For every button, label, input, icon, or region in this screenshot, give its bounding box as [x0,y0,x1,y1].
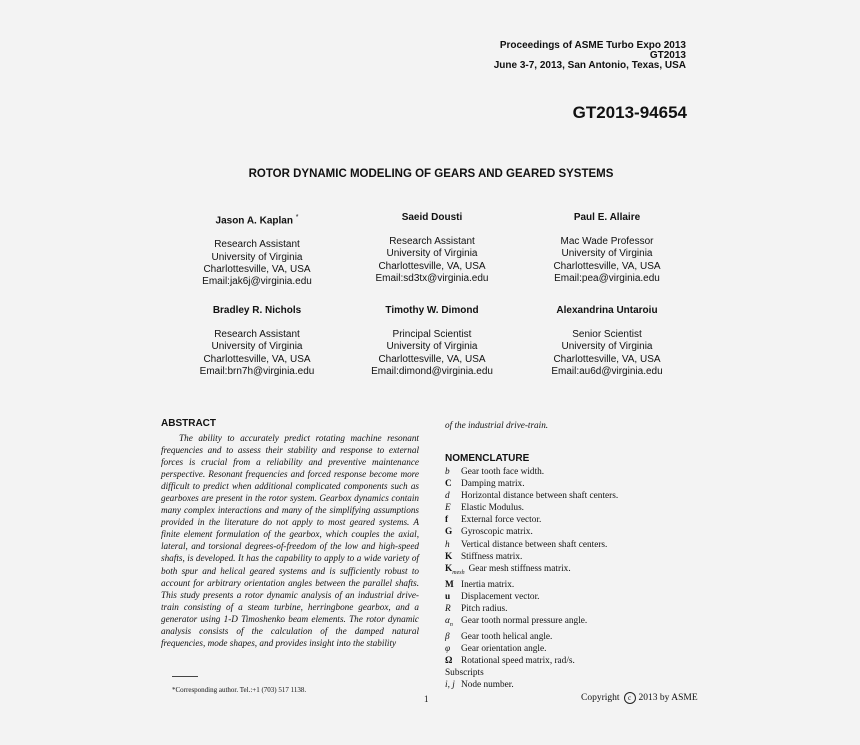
nomenclature-item [445,539,618,551]
author-location: Charlottesville, VA, USA [553,260,661,272]
copyright-year-owner: 2013 by ASME [638,693,698,704]
nomenclature-item [445,655,618,667]
proceedings-title: Proceedings of ASME Turbo Expo 2013 [499,40,686,51]
footnote-rule [172,676,198,677]
nomenclature-description: Inertia matrix. [461,579,515,590]
nomenclature-list [445,466,618,691]
nomenclature-symbol: b [445,467,450,477]
author-name: Timothy W. Dimond [385,305,479,316]
nomenclature-item [445,526,618,538]
nomenclature-item [445,466,618,478]
author-institution: University of Virginia [386,248,478,260]
nomenclature-description: Rotational speed matrix, rad/s. [461,656,575,667]
nomenclature-item [445,643,618,655]
author-location: Charlottesville, VA, USA [378,260,486,272]
nomenclature-description: Gyroscopic matrix. [461,527,533,538]
conference-code: GT2013 [649,50,686,61]
author-location: Charlottesville, VA, USA [553,353,661,365]
nomenclature-description: Displacement vector. [461,591,540,602]
nomenclature-description: Pitch radius. [461,603,508,614]
subscript-item [445,679,618,691]
nomenclature-subscript: n [449,621,453,628]
author-position: Research Assistant [214,239,300,251]
nomenclature-symbol: f [445,515,449,526]
author-position: Research Assistant [214,329,300,340]
nomenclature-symbol: C [445,479,452,490]
nomenclature-description: Vertical distance between shaft centers. [461,539,608,550]
nomenclature-symbol: $K_{mesh}$ [445,563,465,576]
author-name: Saeid Dousti [401,212,463,223]
nomenclature-item [445,490,618,502]
paper-title: ROTOR DYNAMIC MODELING OF GEARS AND GEARED SYSTEMS [248,168,614,180]
author-name: Alexandrina Untaroiu [556,305,658,316]
nomenclature-item [445,603,618,615]
nomenclature-description: Elastic Modulus. [461,503,525,514]
nomenclature-heading: NOMENCLATURE [445,453,530,464]
author-name: Bradley R. Nichols [212,305,302,316]
nomenclature-symbol: R [445,603,451,614]
copyright-icon: c [624,692,636,704]
author-location: Charlottesville, VA, USA [378,353,486,365]
nomenclature-description: Node number. [461,680,514,691]
nomenclature-description: Horizontal distance between shaft centers. [461,491,619,502]
author-position: Principal Scientist [392,329,472,340]
author-email: Email:sd3tx@virginia.edu [375,272,489,284]
author-name: Paul E. Allaire [573,212,641,223]
author-email: Email:brn7h@virginia.edu [199,365,315,377]
author-institution: University of Virginia [561,341,653,353]
nomenclature-symbol: K [445,551,453,562]
nomenclature-symbol: $\alpha_n$ [445,615,453,628]
nomenclature-item [445,591,618,603]
nomenclature-description: Gear orientation angle. [461,644,547,655]
conference-date-location: June 3-7, 2013, San Antonio, Texas, USA [493,60,686,71]
author-institution: University of Virginia [386,341,478,353]
nomenclature-symbol: M [445,579,454,590]
nomenclature-item [445,579,618,591]
nomenclature-symbol: Ω [445,656,453,667]
author-email: Email:dimond@virginia.edu [371,365,493,377]
nomenclature-symbol: φ [445,644,451,655]
nomenclature-symbol: β [445,631,450,642]
nomenclature-symbol: u [445,591,451,602]
nomenclature-description: Gear mesh stiffness matrix. [468,563,571,574]
nomenclature-symbol: E [445,503,451,514]
author-block [517,212,697,285]
footnote: *Corresponding author. Tel.:+1 (703) 517 1138. [172,686,307,694]
author-location: Charlottesville, VA, USA [203,263,311,275]
corresponding-mark: * [295,214,299,221]
author-block [342,305,522,378]
author-email: Email:au6d@virginia.edu [551,365,663,377]
nomenclature-description: Gear tooth helical angle. [461,631,553,642]
author-institution: University of Virginia [211,251,303,263]
author-institution: University of Virginia [561,248,653,260]
nomenclature-description: Gear tooth normal pressure angle. [461,615,588,626]
author-position: Senior Scientist [572,329,642,340]
author-block [517,305,697,378]
author-name: Jason A. Kaplan * [215,214,299,227]
author-block [342,212,522,285]
abstract-continuation: of the industrial drive-train. [445,420,549,430]
nomenclature-description: External force vector. [461,515,542,526]
author-block [167,212,347,289]
abstract-text: The ability to accurately predict rotating machine resonant frequencies and to assess their stability and response to external forces is crucial from a reliability and preventive maintenance perspective. Resonant frequencies and forced response become more difficult to predict when additional complicated components such as gearboxes are present in the rotor system. Gearbox dynamics contain many complex interactions and many of the simplifying assumptions provided in the literature do not apply to most geared systems. A finite element formulation of the gearbox, which couples the axial, lateral, and torsional degrees-of-freedom of the low and high-speed shafts, is developed. It has the capability to apply to a wide variety of both spur and helical geared systems and is sufficiently robust to account for arbitrary orientation angles between the parallel shafts. This study presents a rotor dynamic analysis of an industrial drive-train consisting of a steam turbine, herringbone gearbox, and a generator using 1-D Timoshenko beam elements. The rotor dynamic analysis consists of the calculation of the damped natural frequencies, mode shapes, and provides insight into the stability [161,433,419,648]
subscripts-heading: Subscripts [445,668,484,679]
nomenclature-symbol: d [445,491,450,502]
nomenclature-item [445,514,618,526]
author-block [167,305,347,378]
nomenclature-item [445,615,618,631]
copyright-label: Copyright [581,693,620,704]
nomenclature-subscript: mesh [452,569,465,576]
nomenclature-item [445,551,618,563]
author-position: Research Assistant [389,236,475,247]
author-position: Mac Wade Professor [560,236,654,247]
paper-id: GT2013-94654 [572,103,687,122]
copyright-notice [581,692,698,704]
nomenclature-item [445,563,618,579]
nomenclature-symbol: h [445,539,450,550]
author-email: Email:jak6j@virginia.edu [202,276,312,288]
nomenclature-description: Gear tooth face width. [461,467,545,477]
nomenclature-description: Stiffness matrix. [461,551,523,562]
nomenclature-symbol: i, j [445,680,455,691]
nomenclature-item [445,631,618,643]
nomenclature-symbol: G [445,527,453,538]
page-number: 1 [424,694,429,704]
author-email: Email:pea@virginia.edu [554,272,660,284]
nomenclature-item [445,478,618,490]
abstract-heading: ABSTRACT [161,418,216,429]
nomenclature-item [445,502,618,514]
nomenclature-description: Damping matrix. [461,479,525,490]
author-institution: University of Virginia [211,341,303,353]
author-location: Charlottesville, VA, USA [203,353,311,365]
